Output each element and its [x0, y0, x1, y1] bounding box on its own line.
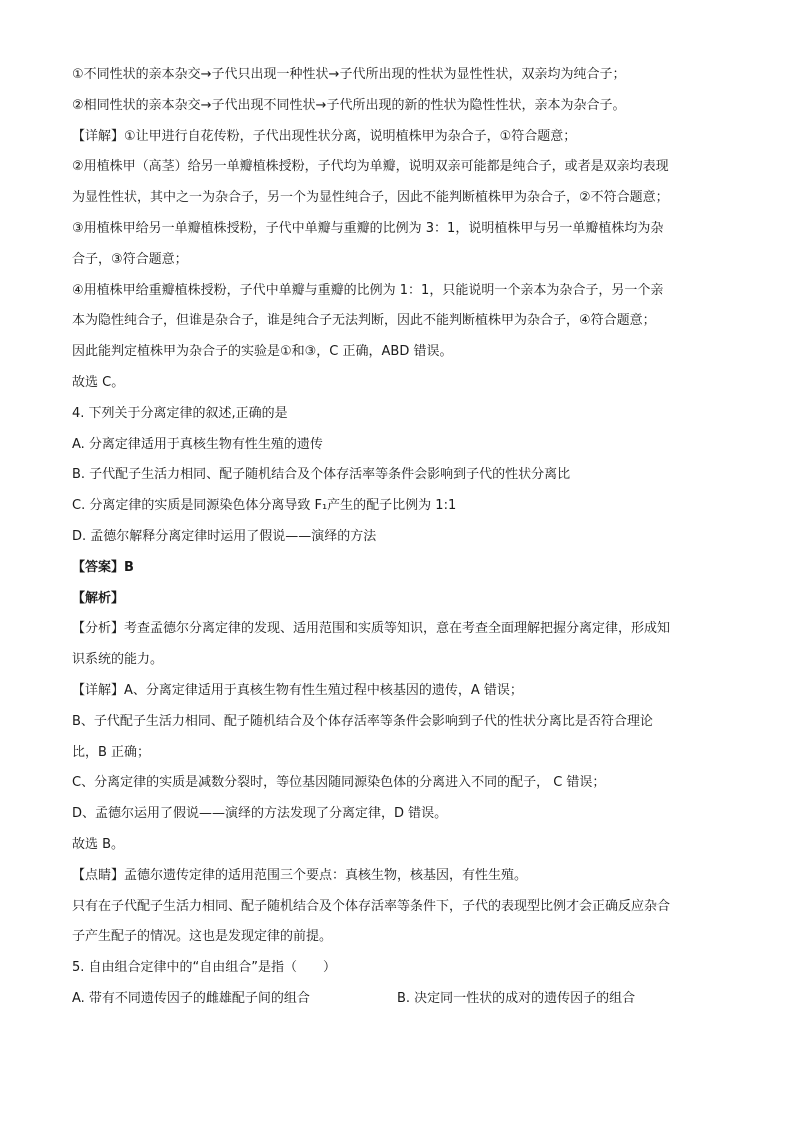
text-line: ②相同性状的亲本杂交→子代出现不同性状→子代所出现的新的性状为隐性性状，亲本为杂合子。	[72, 97, 626, 113]
option-b: B. 决定同一性状的成对的遗传因子的组合	[397, 990, 636, 1006]
text-line: 比，B 正确；	[72, 744, 151, 760]
option-d: D. 孟德尔解释分离定律时运用了假说——演绎的方法	[72, 528, 377, 544]
text-line: ④用植株甲给重瓣植株授粉，子代中单瓣与重瓣的比例为 1：1，只能说明一个亲本为杂合子，另一个亲	[72, 282, 664, 298]
text-line: 【详解】①让甲进行自花传粉，子代出现性状分离，说明植株甲为杂合子，①符合题意；	[72, 128, 577, 144]
text-line: ①不同性状的亲本杂交→子代只出现一种性状→子代所出现的性状为显性性状，双亲均为纯合子；	[72, 67, 626, 82]
analysis-label: 【解析】	[72, 590, 125, 606]
text-line: D、孟德尔运用了假说——演绎的方法发现了分离定律，D 错误。	[72, 806, 448, 822]
text-line: B、子代配子生活力相同、配子随机结合及个体存活率等条件会影响到子代的性状分离比是否符合理论	[72, 713, 653, 729]
text-line: ②用植株甲（高茎）给另一单瓣植株授粉，子代均为单瓣，说明双亲可能都是纯合子，或者是双亲均表现	[72, 159, 669, 175]
text-line: 【分析】考查孟德尔分离定律的发现、适用范围和实质等知识，意在考查全面理解把握分离定律，形成知	[72, 621, 671, 637]
answer-label: 【答案】B	[72, 559, 134, 575]
text-line: 为显性性状，其中之一为杂合子，另一个为显性纯合子，因此不能判断植株甲为杂合子，②不符合题意；	[72, 190, 669, 206]
question-stem: 4. 下列关于分离定律的叙述,正确的是	[72, 405, 288, 421]
text-line: 本为隐性纯合子，但谁是杂合子，谁是纯合子无法判断，因此不能判断植株甲为杂合子，④符合题意；	[72, 313, 656, 329]
text-line: C、分离定律的实质是减数分裂时，等位基因随同源染色体的分离进入不同的配子， C 错误；	[72, 775, 606, 791]
text-line: 合子，③符合题意；	[72, 251, 188, 267]
option-b: B. 子代配子生活力相同、配子随机结合及个体存活率等条件会影响到子代的性状分离比	[72, 467, 571, 483]
option-a: A. 分离定律适用于真核生物有性生殖的遗传	[72, 436, 323, 452]
option-a: A. 带有不同遗传因子的雌雄配子间的组合	[72, 990, 310, 1006]
text-line: 【详解】A、分离定律适用于真核生物有性生殖过程中核基因的遗传，A 错误；	[72, 682, 523, 698]
question-stem: 5. 自由组合定律中的“自由组合”是指（ ）	[72, 960, 337, 976]
option-c: C. 分离定律的实质是同源染色体分离导致 F₁产生的配子比例为 1:1	[72, 498, 457, 514]
text-line: 子产生配子的情况。这也是发现定律的前提。	[72, 929, 333, 945]
text-line: 识系统的能力。	[72, 652, 164, 668]
text-line: 因此能判定植株甲为杂合子的实验是①和③，C 正确，ABD 错误。	[72, 344, 453, 360]
text-line: 只有在子代配子生活力相同、配子随机结合及个体存活率等条件下，子代的表现型比例才会正确反应杂合	[72, 898, 671, 914]
text-line: 故选 B。	[72, 836, 125, 852]
text-line: 故选 C。	[72, 374, 125, 390]
options-row	[72, 984, 722, 1015]
text-line: ③用植株甲给另一单瓣植株授粉，子代中单瓣与重瓣的比例为 3：1，说明植株甲与另一单瓣植株均为杂	[72, 220, 664, 236]
text-line: 【点睛】孟德尔遗传定律的适用范围三个要点：真核生物，核基因，有性生殖。	[72, 867, 528, 883]
